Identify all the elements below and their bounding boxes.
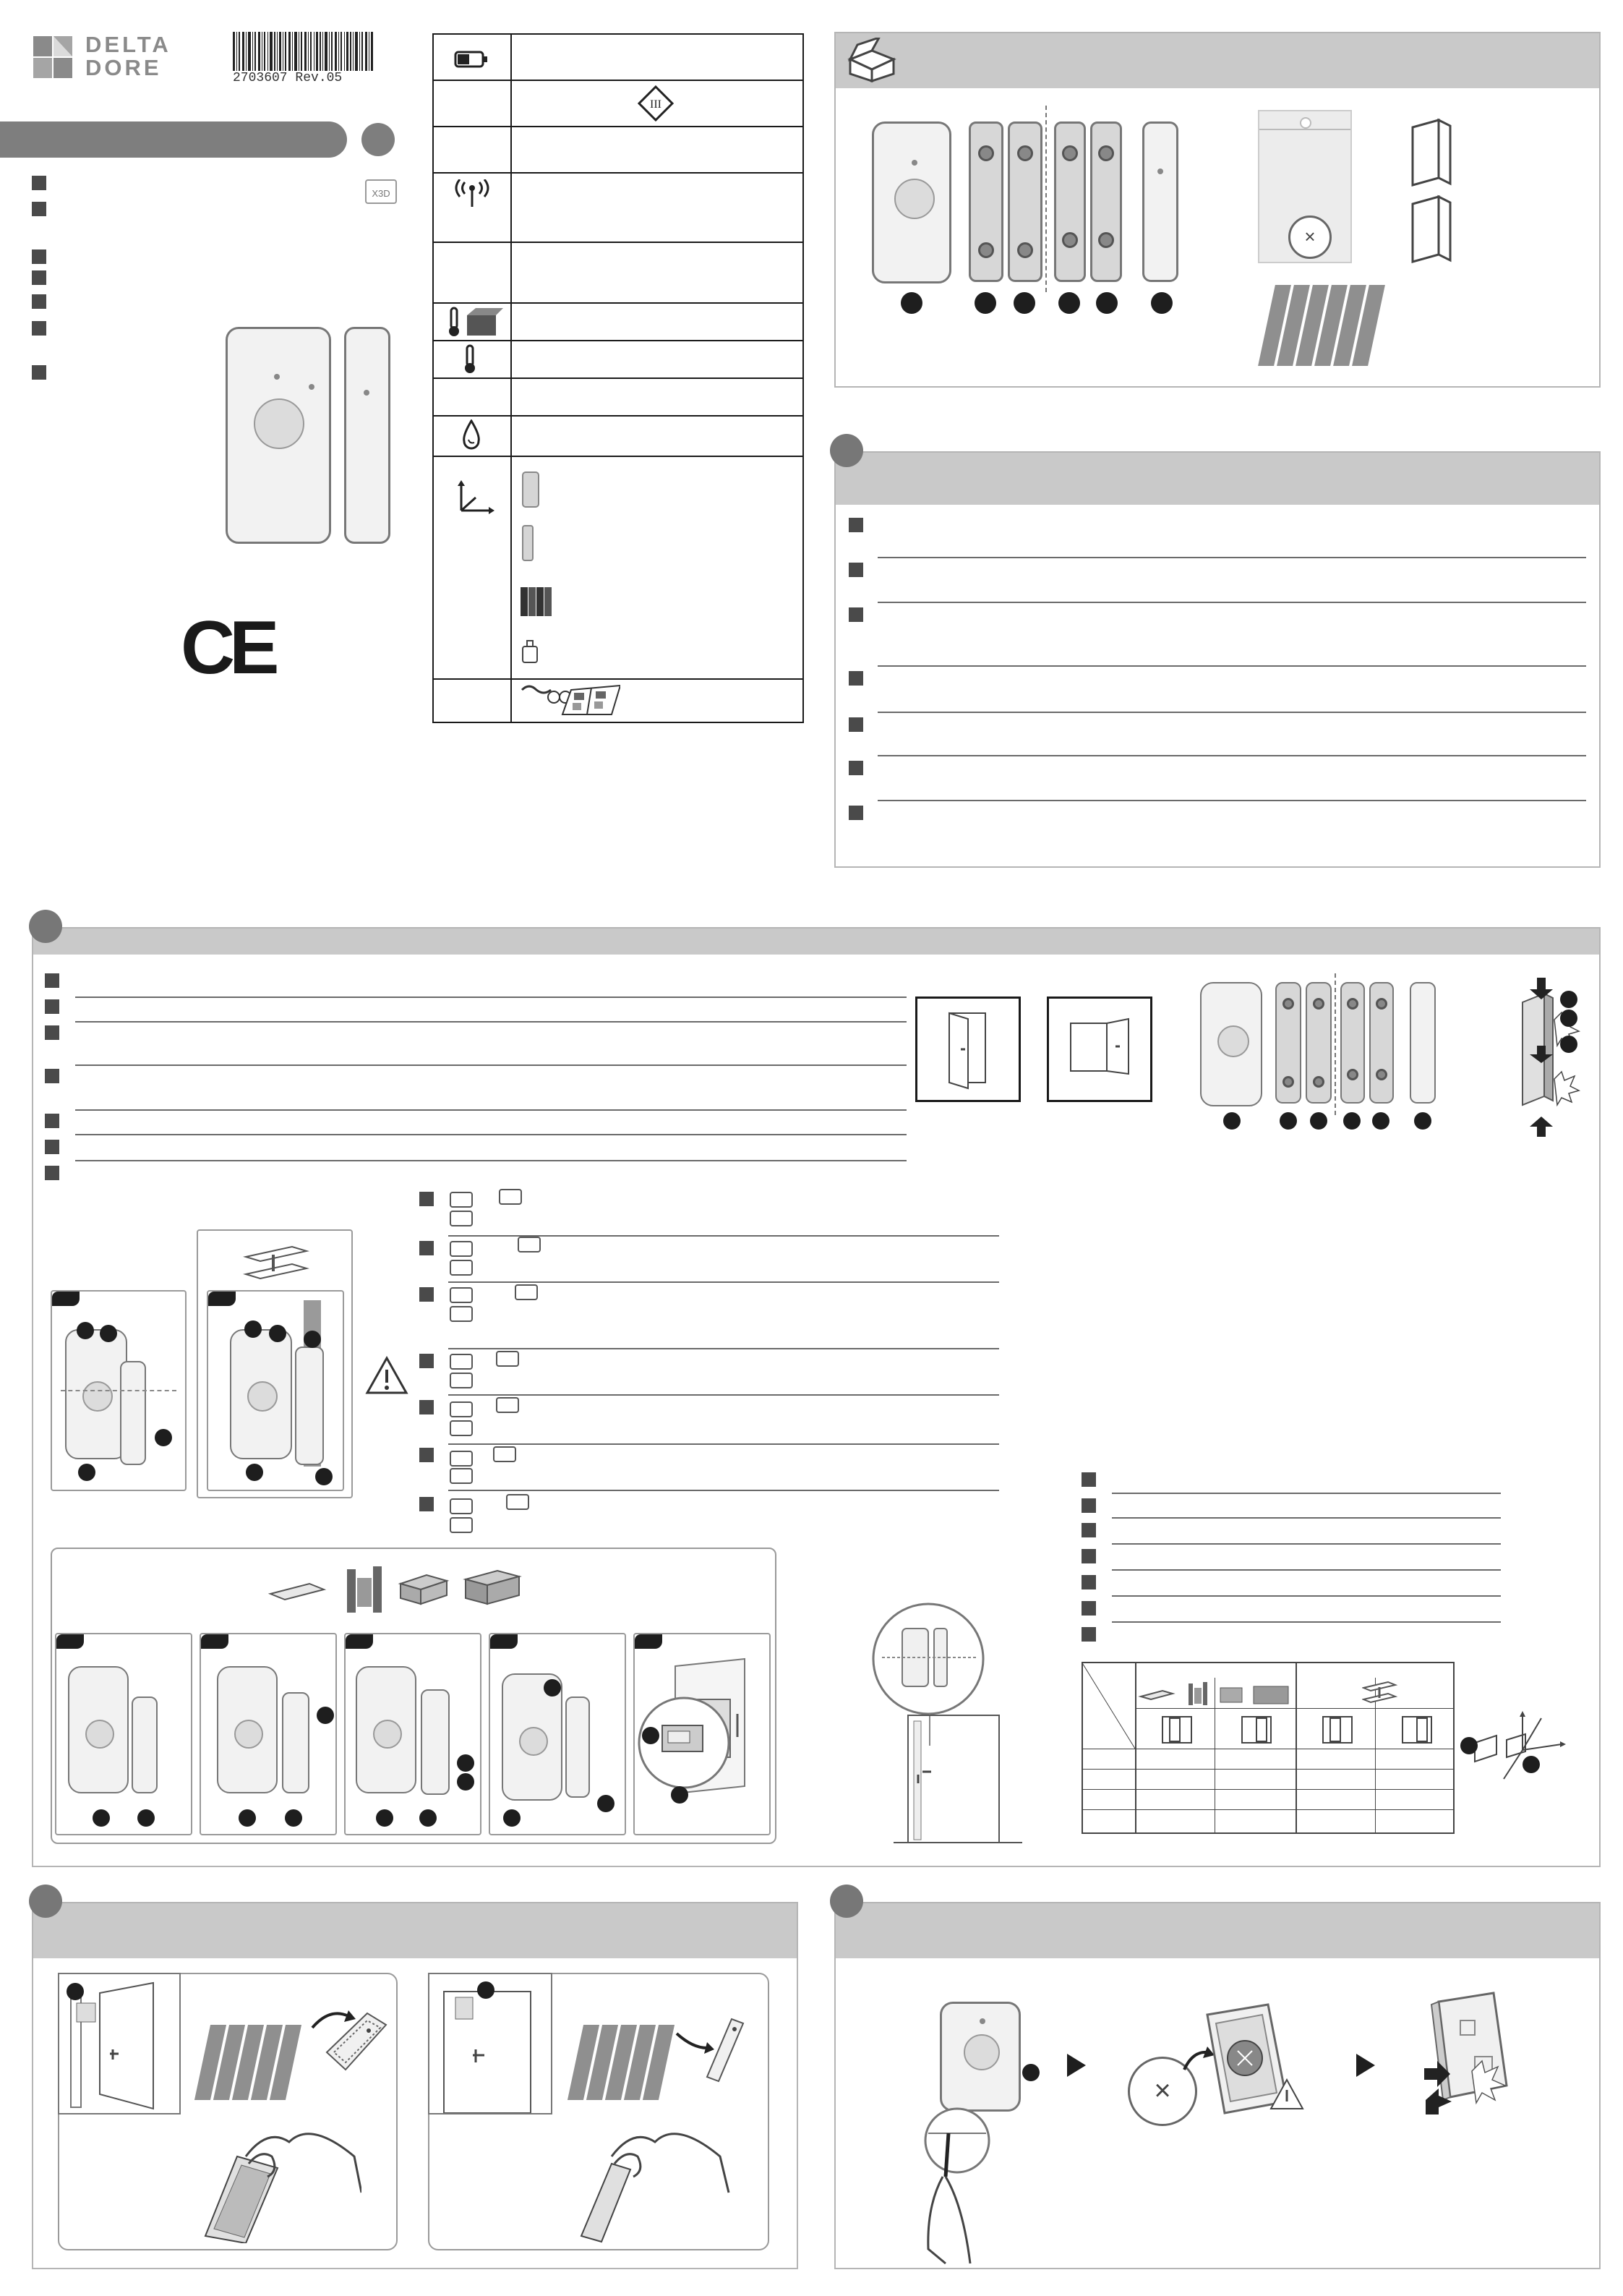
item-marker [1460, 1737, 1478, 1754]
battery-weight-icon [521, 639, 539, 664]
item-marker [376, 1809, 393, 1827]
item-marker [642, 1727, 659, 1744]
item-marker [419, 1809, 437, 1827]
door-opening-left-frame [915, 997, 1021, 1102]
bullet-square [45, 973, 59, 988]
bullet-square [32, 202, 46, 216]
magnet-body [344, 327, 390, 544]
magnet-thumbnail [522, 525, 534, 561]
item-marker [67, 1983, 84, 2000]
installed-detector [217, 1666, 278, 1793]
screwdriver-open-icon [917, 2104, 996, 2268]
bullet-square [419, 1400, 434, 1414]
protection-class-III-icon [638, 85, 674, 121]
led-indicator [980, 2018, 985, 2024]
section-number-circle [830, 1885, 863, 1918]
bullet-square [849, 607, 863, 622]
radio-waves-icon [454, 179, 490, 208]
detector-small [1200, 982, 1262, 1106]
bullet-square [849, 671, 863, 686]
bullet-square [32, 176, 46, 190]
coin-battery: × [1128, 2057, 1197, 2126]
bullet-square [849, 563, 863, 577]
test-button [894, 179, 935, 219]
window-opening-frame [1047, 997, 1152, 1102]
title-bar [0, 121, 347, 158]
package-box-icon [844, 38, 899, 82]
play-arrow-icon [1066, 2052, 1087, 2078]
bullet-square [849, 761, 863, 775]
hand-press-magnet-icon [575, 2113, 735, 2243]
contents-magnet [1142, 121, 1178, 282]
installed-magnet [421, 1689, 450, 1795]
hand-press-detector-icon [202, 2113, 361, 2243]
bracket-ref-box [496, 1351, 519, 1367]
contents-bracket [1008, 121, 1042, 282]
test-button [82, 1381, 113, 1412]
bullet-square [1082, 1627, 1096, 1642]
door-small-icon [1160, 1714, 1197, 1746]
bracket-ref-box [450, 1451, 473, 1467]
bullet-square [45, 1166, 59, 1180]
item-marker [1560, 1010, 1577, 1027]
item-marker [315, 1468, 333, 1485]
item-marker [1223, 1112, 1241, 1130]
bullet-square [419, 1448, 434, 1462]
magnet-mark [364, 390, 369, 396]
bullet-square [32, 321, 46, 336]
coin-battery: × [1288, 215, 1332, 259]
bullet-square [419, 1354, 434, 1368]
item-marker [93, 1809, 110, 1827]
bullet-square [1082, 1601, 1096, 1616]
bracket-ref-box [450, 1354, 473, 1370]
led-indicator [309, 384, 314, 390]
thermometer-icon [461, 344, 479, 375]
test-button [247, 1381, 278, 1412]
bracket-small [1306, 982, 1332, 1104]
axes-orientation-icon [1460, 1707, 1576, 1793]
test-button [373, 1720, 402, 1749]
bracket-ref-box [493, 1446, 516, 1462]
section-number-circle [361, 123, 395, 156]
test-button [234, 1720, 263, 1749]
installed-detector [356, 1666, 416, 1793]
detector-close-press-icon [1410, 1992, 1525, 2122]
section-1-panel [834, 451, 1601, 868]
item-marker [246, 1464, 263, 1481]
item-marker [1343, 1112, 1361, 1130]
bullet-square [1082, 1523, 1096, 1537]
section-number-circle [29, 1885, 62, 1918]
section-number-circle [830, 434, 863, 467]
item-marker [285, 1809, 302, 1827]
test-button [85, 1720, 114, 1749]
thermometer-storage-icon [445, 305, 503, 338]
item-marker [1280, 1112, 1297, 1130]
item-marker [269, 1325, 286, 1342]
test-button [1217, 1025, 1249, 1057]
bullet-square [45, 999, 59, 1014]
door-icon [917, 999, 1019, 1100]
bullet-square [45, 1114, 59, 1128]
magnet-small [1410, 982, 1436, 1104]
bracket-ref-box [499, 1189, 522, 1205]
leaflet-icon [1410, 194, 1453, 266]
barcode-bars-icon [233, 32, 374, 71]
bracket-ref-box [496, 1397, 519, 1413]
window-small-icon [1239, 1714, 1277, 1746]
bracket-ref-box [506, 1494, 529, 1510]
contents-detector [872, 121, 951, 283]
bullet-square [1082, 1472, 1096, 1487]
bullet-square [1082, 1549, 1096, 1563]
humidity-drop-icon [461, 419, 481, 450]
bullet-square [32, 270, 46, 285]
item-marker [1096, 292, 1118, 314]
bracket-ref-box [450, 1420, 473, 1436]
bullet-square [849, 806, 863, 820]
metal-beam-icon [241, 1242, 311, 1283]
item-marker [503, 1809, 521, 1827]
play-arrow-icon [1355, 2052, 1376, 2078]
bullet-square [849, 717, 863, 732]
surface-types-icon [267, 1562, 557, 1617]
bracket-ref-box [450, 1373, 473, 1388]
installed-magnet [132, 1697, 158, 1793]
item-marker [1310, 1112, 1327, 1130]
test-button [964, 2034, 1000, 2070]
bullet-square [1082, 1498, 1096, 1513]
bracket-ref-box [518, 1237, 541, 1252]
bracket-ref-box [450, 1468, 473, 1484]
bracket-ref-box [450, 1192, 473, 1208]
warning-triangle-icon [364, 1355, 409, 1396]
item-marker [304, 1331, 321, 1348]
item-marker [477, 1981, 494, 1999]
item-marker [975, 292, 996, 314]
installed-magnet [565, 1697, 590, 1798]
bracket-ref-box [450, 1401, 473, 1417]
bullet-square [1082, 1575, 1096, 1589]
bracket-ref-box [450, 1241, 473, 1257]
bullet-square [45, 1140, 59, 1154]
detector-thumbnail [522, 471, 539, 508]
installed-magnet [282, 1692, 309, 1793]
test-button [254, 398, 304, 449]
installed-detector [65, 1329, 127, 1459]
bracket-ref-box [450, 1498, 473, 1514]
metal-beam-small-icon [1362, 1681, 1398, 1705]
installed-magnet [120, 1361, 146, 1465]
bullet-square [45, 1069, 59, 1083]
item-marker [239, 1809, 256, 1827]
dimensions-axes-icon [455, 480, 496, 516]
item-marker [1151, 292, 1173, 314]
barcode [233, 32, 374, 71]
item-marker [597, 1795, 614, 1812]
leaflet-icon [1410, 117, 1453, 189]
led-indicator [274, 374, 280, 380]
svg-text:III: III [650, 98, 661, 111]
x3d-badge: X3D [365, 179, 397, 204]
item-marker [671, 1786, 688, 1804]
bullet-square [419, 1497, 434, 1511]
brand-line-2: DORE [85, 55, 162, 80]
installed-magnet [295, 1347, 324, 1465]
bullet-square [45, 1025, 59, 1040]
item-marker [100, 1325, 117, 1342]
item-marker [317, 1707, 334, 1724]
item-marker [457, 1773, 474, 1791]
installed-detector [230, 1329, 292, 1459]
contents-bracket [969, 121, 1003, 282]
item-marker [1058, 292, 1080, 314]
battery-icon [454, 49, 490, 69]
contents-spacer [1090, 121, 1122, 282]
bracket-ref-box [450, 1260, 473, 1276]
led-indicator [912, 160, 917, 166]
door-small-icon [1320, 1714, 1358, 1746]
detector-back-adhesive-icon [298, 1999, 392, 2086]
spacer-small [1369, 982, 1394, 1104]
item-marker [77, 1322, 94, 1339]
installed-detector [68, 1666, 129, 1793]
item-marker [457, 1754, 474, 1772]
battery-bag [1258, 110, 1352, 263]
window-icon [1049, 999, 1150, 1100]
bracket-ref-box [515, 1284, 538, 1300]
bracket-ref-box [450, 1517, 473, 1533]
bullet-square [419, 1241, 434, 1255]
detector-body [226, 327, 331, 544]
bracket-ref-box [450, 1306, 473, 1322]
item-marker [137, 1809, 155, 1827]
bracket-ref-box [450, 1287, 473, 1303]
door-alignment-detail-icon [868, 1601, 1066, 1844]
spacer-small [1340, 982, 1365, 1104]
ce-mark: CE [181, 606, 274, 690]
bullet-square [32, 365, 46, 380]
barcode-code: 2703607 Rev.05 [233, 71, 343, 85]
item-marker [901, 292, 922, 314]
item-marker [1414, 1112, 1431, 1130]
bullet-square [419, 1287, 434, 1302]
item-marker [244, 1320, 262, 1338]
spacers-thumbnail-icon [521, 586, 552, 618]
brand-line-1: DELTA [85, 32, 171, 57]
dashed-separator [1045, 106, 1048, 292]
item-marker [1022, 2064, 1040, 2081]
bracket-small [1275, 982, 1301, 1104]
item-marker [78, 1464, 95, 1481]
bullet-square [419, 1192, 434, 1206]
window-small-icon [1400, 1714, 1437, 1746]
bullet-square [32, 249, 46, 264]
bullet-square [32, 294, 46, 309]
surface-types-small-icon [1138, 1681, 1293, 1707]
item-marker [1560, 1036, 1577, 1053]
item-marker [1560, 991, 1577, 1008]
contents-spacer [1054, 121, 1086, 282]
item-marker [155, 1429, 172, 1446]
section-number-circle [29, 910, 62, 943]
item-marker [544, 1679, 561, 1697]
magnet-back-adhesive-icon [671, 2005, 750, 2091]
battery-insert-icon [1178, 2000, 1309, 2119]
detector-closed [940, 2002, 1021, 2112]
item-marker [1523, 1756, 1540, 1773]
item-marker [1372, 1112, 1389, 1130]
manual-reading-icon [519, 680, 620, 716]
delta-dore-logo-icon [32, 35, 74, 80]
test-button [519, 1727, 548, 1756]
item-marker [1014, 292, 1035, 314]
magnet-mark [1157, 168, 1163, 174]
bullet-square [849, 518, 863, 532]
bracket-ref-box [450, 1211, 473, 1226]
